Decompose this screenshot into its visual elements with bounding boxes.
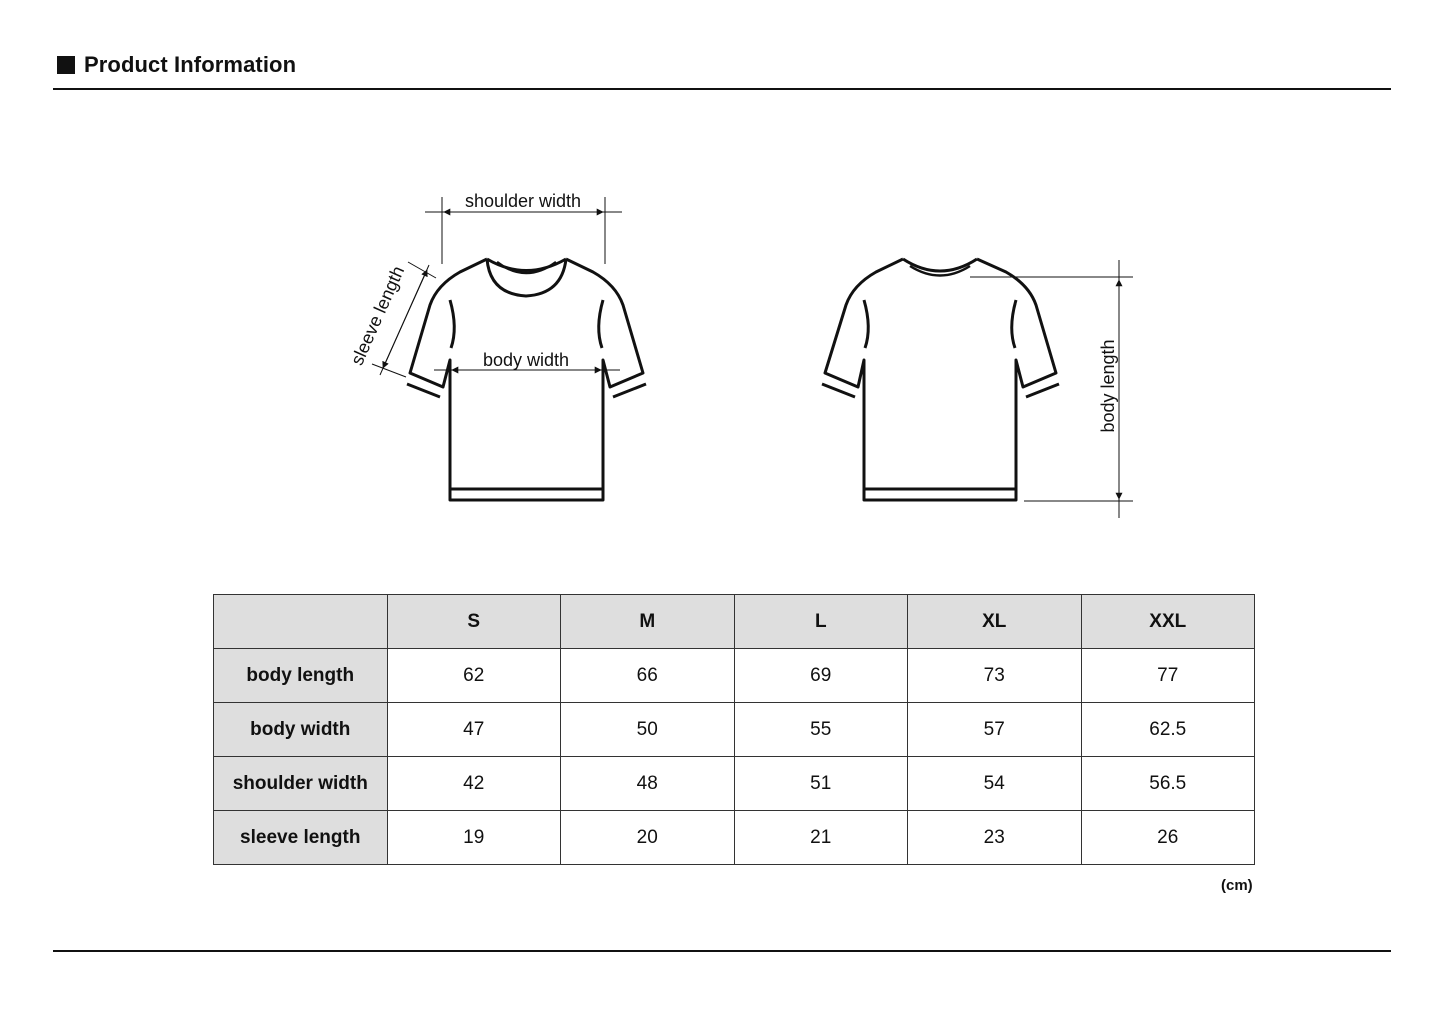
table-cell: 69: [734, 649, 908, 703]
row-label: body length: [214, 649, 388, 703]
row-label: body width: [214, 703, 388, 757]
table-cell: 50: [561, 703, 735, 757]
section-title: Product Information: [84, 52, 297, 77]
table-cell: 20: [561, 811, 735, 865]
table-cell: 51: [734, 757, 908, 811]
table-header-row: [214, 595, 1255, 649]
row-label: shoulder width: [214, 757, 388, 811]
unit-label: (cm): [1221, 877, 1253, 894]
table-cell: 47: [387, 703, 561, 757]
table-cell: 48: [561, 757, 735, 811]
body-width-label: body width: [482, 350, 570, 370]
table-cell: 21: [734, 811, 908, 865]
table-cell: 73: [908, 649, 1082, 703]
table-cell: 62: [387, 649, 561, 703]
table-row: [214, 757, 1255, 811]
table-row: [214, 811, 1255, 865]
table-row: [214, 649, 1255, 703]
size-column-header: M: [561, 595, 735, 649]
table-row: [214, 703, 1255, 757]
size-chart-table: [213, 594, 1255, 865]
row-label: sleeve length: [214, 811, 388, 865]
table-cell: 66: [561, 649, 735, 703]
table-cell: 62.5: [1081, 703, 1255, 757]
size-column-header: L: [734, 595, 908, 649]
table-cell: 19: [387, 811, 561, 865]
tshirt-back-icon: [822, 259, 1059, 500]
table-cell: 56.5: [1081, 757, 1255, 811]
table-cell: 57: [908, 703, 1082, 757]
table-cell: 42: [387, 757, 561, 811]
tshirt-front-icon: [407, 259, 646, 500]
size-column-header: XXL: [1081, 595, 1255, 649]
table-cell: 54: [908, 757, 1082, 811]
sleeve-length-label: sleeve length: [346, 263, 409, 369]
table-cell: 77: [1081, 649, 1255, 703]
table-corner-cell: [214, 595, 388, 649]
size-column-header: S: [387, 595, 561, 649]
size-column-header: XL: [908, 595, 1082, 649]
table-cell: 23: [908, 811, 1082, 865]
shoulder-width-label: shoulder width: [464, 191, 582, 211]
table-cell: 26: [1081, 811, 1255, 865]
bottom-divider: [53, 950, 1391, 952]
body-length-label: body length: [1098, 339, 1118, 433]
table-cell: 55: [734, 703, 908, 757]
